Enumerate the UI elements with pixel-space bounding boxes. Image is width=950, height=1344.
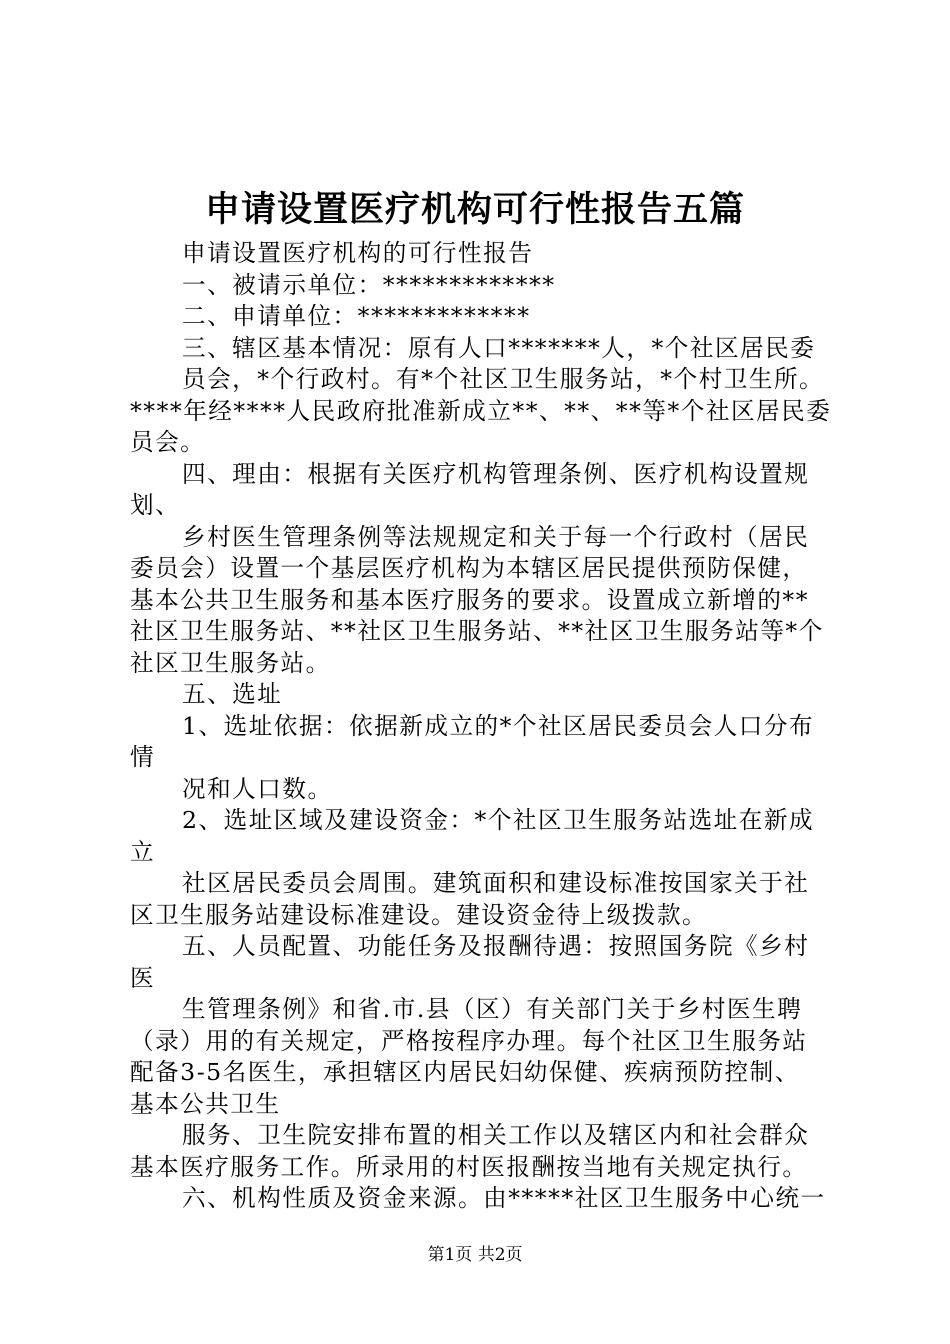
text-line: 区卫生服务站建设标准建设。建设资金待上级拨款。 [130, 900, 708, 929]
text-line: 员会，*个行政村。有*个社区卫生服务站，*个村卫生所。 [182, 365, 825, 393]
text-line: 况和人口数。 [182, 774, 333, 803]
text-line: 五、选址 [182, 680, 283, 708]
text-line: 情 [130, 743, 156, 771]
text-line: 六、机构性质及资金来源。由*****社区卫生服务中心统一 [182, 1184, 826, 1212]
page-footer: 第1页 共2页 [427, 1245, 523, 1265]
text-line: 申请设置医疗机构的可行性报告 [182, 239, 534, 267]
text-line: 乡村医生管理条例等法规规定和关于每一个行政村（居民 [182, 522, 810, 551]
document-body [130, 238, 830, 1215]
text-line: ****年经****人民政府批准新成立**、**、**等*个社区居民委 [130, 396, 832, 425]
text-line: 医 [130, 963, 156, 992]
text-line: 员会。 [130, 428, 206, 456]
text-line: 服务、卫生院安排布置的相关工作以及辖区内和社会群众 [182, 1121, 810, 1149]
text-line: 立 [130, 837, 156, 866]
text-line: 三、辖区基本情况：原有人口*******人，*个社区居民委 [182, 333, 816, 362]
text-line: 社区卫生服务站。 [130, 648, 331, 677]
text-line: 五、人员配置、功能任务及报酬待遇：按照国务院《乡村 [182, 932, 810, 960]
text-line: 配备3-5名医生，承担辖区内居民妇幼保健、疾病预防控制、 [130, 1058, 800, 1086]
text-line: 委员会）设置一个基层医疗机构为本辖区居民提供预防保健， [130, 554, 808, 582]
text-line: 基本医疗服务工作。所录用的村医报酬按当地有关规定执行。 [130, 1152, 808, 1181]
text-line: 划、 [130, 491, 181, 519]
text-line: 生管理条例》和省.市.县（区）有关部门关于乡村医生聘 [182, 995, 803, 1023]
text-line: 一、被请示单位：************* [182, 270, 556, 299]
text-line: 基本公共卫生服务和基本医疗服务的要求。设置成立新增的** [130, 585, 810, 614]
text-line: 社区卫生服务站、**社区卫生服务站、**社区卫生服务站等*个 [130, 617, 824, 645]
text-line: （录）用的有关规定，严格按程序办理。每个社区卫生服务站 [130, 1026, 808, 1055]
text-line: 四、理由：根据有关医疗机构管理条例、医疗机构设置规 [182, 459, 810, 488]
document-title: 申请设置医疗机构可行性报告五篇 [204, 189, 745, 230]
text-line: 二、申请单位：************* [182, 302, 531, 330]
text-line: 基本公共卫生 [130, 1089, 281, 1118]
text-line: 1、选址依据：依据新成立的*个社区居民委员会人口分布 [182, 711, 815, 740]
text-line: 2、选址区域及建设资金：*个社区卫生服务站选址在新成 [182, 806, 815, 834]
text-line: 社区居民委员会周围。建筑面积和建设标准按国家关于社 [182, 869, 810, 897]
